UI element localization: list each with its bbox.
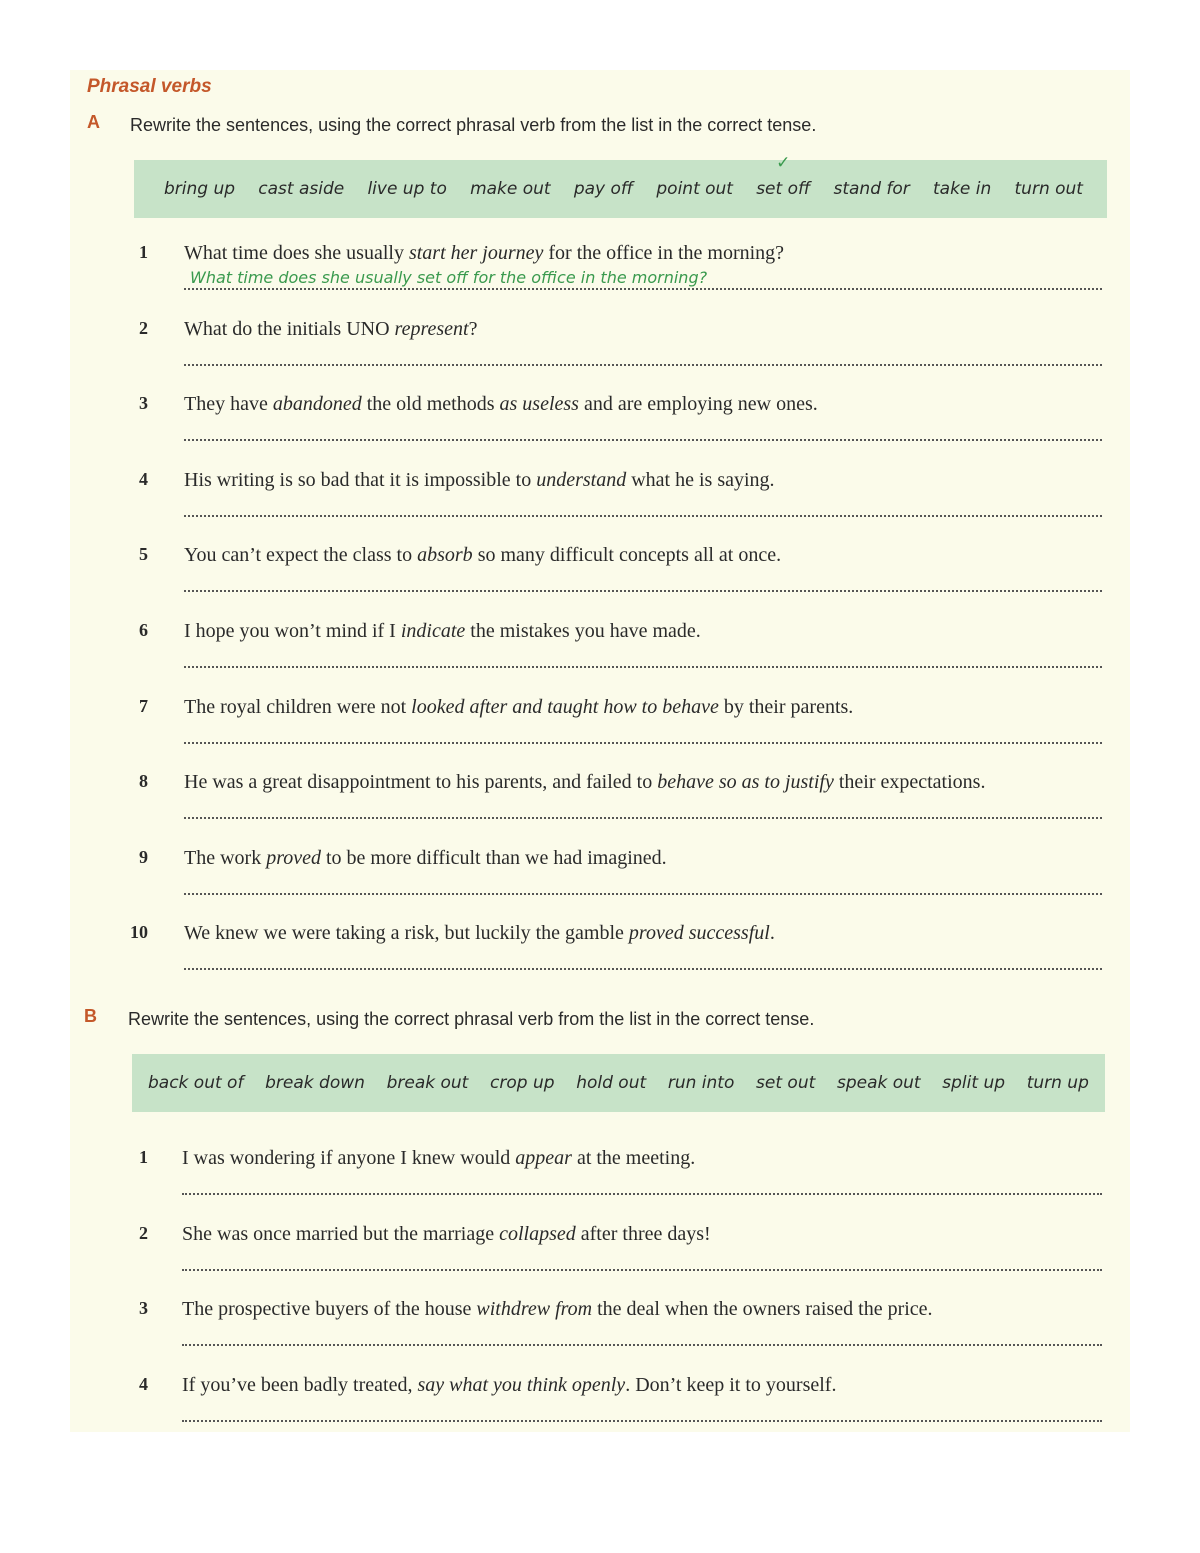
question-text-part: for the office in the morning? bbox=[543, 242, 785, 264]
word-list-item: break down bbox=[265, 1073, 365, 1093]
question-text-part: their expectations. bbox=[833, 771, 986, 794]
answer-text: What time does she usually set off for the office in the morning? bbox=[190, 268, 708, 287]
word-list-item: stand for bbox=[833, 179, 910, 199]
question-target-phrase: understand bbox=[536, 468, 627, 491]
word-list-item: pay off bbox=[573, 179, 634, 199]
word-list-item: hold out bbox=[576, 1073, 647, 1093]
section-a-instruction: Rewrite the sentences, using the correct phrasal verb from the list in the correct tense. bbox=[130, 115, 817, 135]
answer-line[interactable] bbox=[182, 1420, 1102, 1422]
word-list-item-label: set off bbox=[756, 179, 811, 199]
question-target-phrase: say what you think openly bbox=[417, 1373, 626, 1396]
question-number: 1 bbox=[139, 242, 148, 262]
question-text-part: . Don’t keep it to yourself. bbox=[625, 1373, 837, 1396]
question-text-part: She was once married but the marriage bbox=[182, 1222, 500, 1245]
question-text bbox=[184, 242, 784, 265]
question-target-phrase: withdrew from bbox=[476, 1298, 593, 1321]
question-target-phrase: looked after and taught how to behave bbox=[411, 695, 719, 718]
answer-line[interactable] bbox=[184, 742, 1102, 744]
question-number: 4 bbox=[139, 1373, 148, 1394]
question-number: 3 bbox=[139, 1298, 148, 1319]
word-list-item: crop up bbox=[490, 1073, 555, 1093]
word-list-item: point out bbox=[656, 179, 733, 199]
question-text-part: the mistakes you have made. bbox=[465, 620, 701, 642]
question-text bbox=[182, 1298, 933, 1321]
question-text-part: We knew we were taking a risk, but luckily the gamble bbox=[184, 922, 629, 945]
question-target-phrase: represent bbox=[394, 317, 469, 340]
question-text-part: The prospective buyers of the house bbox=[182, 1298, 477, 1321]
question-row bbox=[70, 1292, 1130, 1362]
question-text bbox=[184, 318, 477, 341]
question-text bbox=[182, 1374, 836, 1397]
worksheet-page bbox=[70, 70, 1130, 1432]
page-title: Phrasal verbs bbox=[87, 76, 212, 97]
question-text-part: The royal children were not bbox=[184, 695, 412, 718]
question-text-part: What do the initials UNO bbox=[184, 317, 395, 340]
question-number: 2 bbox=[139, 317, 148, 338]
question-row bbox=[70, 312, 1130, 382]
question-row bbox=[70, 1141, 1130, 1211]
question-target-phrase: collapsed bbox=[499, 1222, 576, 1245]
word-list-item: turn up bbox=[1026, 1073, 1089, 1093]
question-number: 1 bbox=[139, 1147, 148, 1167]
question-row bbox=[70, 916, 1130, 986]
question-text bbox=[184, 696, 853, 719]
question-row bbox=[70, 1217, 1130, 1287]
question-text-part: the old methods bbox=[361, 393, 500, 416]
question-row bbox=[70, 614, 1130, 684]
question-row bbox=[70, 1368, 1130, 1438]
answer-line[interactable] bbox=[184, 590, 1102, 592]
question-row bbox=[70, 463, 1130, 533]
question-text bbox=[184, 922, 775, 945]
answer-line[interactable] bbox=[184, 364, 1102, 366]
question-text-part: They have bbox=[184, 393, 273, 416]
answer-line[interactable] bbox=[184, 515, 1102, 517]
word-list-item: run into bbox=[667, 1073, 735, 1093]
answer-line[interactable] bbox=[182, 1269, 1102, 1271]
question-text-part: at the meeting. bbox=[571, 1147, 696, 1169]
question-text bbox=[184, 620, 701, 643]
answer-line[interactable] bbox=[184, 288, 1102, 290]
word-list-item: turn out bbox=[1014, 179, 1083, 199]
answer-line[interactable] bbox=[184, 439, 1102, 441]
answer-line[interactable] bbox=[184, 968, 1102, 970]
word-list-item: break out bbox=[386, 1073, 469, 1093]
question-text-part: His writing is so bad that it is impossible to bbox=[184, 468, 537, 491]
question-target-phrase: start her journey bbox=[408, 242, 544, 264]
question-number: 4 bbox=[139, 468, 148, 489]
question-text-part: and are employing new ones. bbox=[578, 393, 818, 416]
word-list-item: set out bbox=[756, 1073, 816, 1093]
question-text-part: He was a great disappointment to his parents, and failed to bbox=[184, 771, 658, 794]
word-list-item-set-off bbox=[756, 153, 811, 199]
question-text-part: What time does she usually bbox=[184, 242, 409, 264]
answer-line[interactable] bbox=[184, 893, 1102, 895]
section-a-word-list bbox=[134, 153, 1107, 218]
question-number: 10 bbox=[130, 922, 148, 943]
question-text-part: . bbox=[769, 922, 775, 945]
question-row bbox=[70, 236, 1130, 306]
question-text-part: ? bbox=[468, 317, 478, 340]
question-text-part: The work bbox=[184, 846, 267, 869]
question-text bbox=[184, 469, 775, 492]
word-list-item: speak out bbox=[836, 1073, 921, 1093]
word-list-item: take in bbox=[933, 179, 992, 199]
question-text bbox=[184, 393, 818, 416]
question-number: 2 bbox=[139, 1222, 148, 1243]
question-text bbox=[184, 771, 985, 794]
question-target-phrase: as useless bbox=[499, 393, 579, 416]
word-list-item: split up bbox=[942, 1073, 1006, 1093]
question-text-part: If you’ve been badly treated, bbox=[182, 1373, 418, 1396]
question-text-part: what he is saying. bbox=[626, 468, 775, 491]
question-number: 3 bbox=[139, 393, 148, 414]
question-number: 6 bbox=[139, 620, 148, 640]
section-b-word-list bbox=[132, 1054, 1105, 1112]
question-number: 7 bbox=[139, 695, 148, 716]
answer-line[interactable] bbox=[184, 817, 1102, 819]
question-target-phrase: indicate bbox=[400, 620, 466, 642]
question-text-part: You can’t expect the class to bbox=[184, 544, 418, 567]
question-text-part: to be more difficult than we had imagined. bbox=[321, 846, 667, 869]
question-text bbox=[182, 1223, 711, 1246]
question-target-phrase: proved bbox=[266, 846, 321, 869]
question-row bbox=[70, 765, 1130, 835]
question-target-phrase: proved successful bbox=[628, 922, 770, 945]
checkmark-icon: ✓ bbox=[776, 153, 791, 173]
question-number: 8 bbox=[139, 771, 148, 792]
question-text bbox=[184, 544, 781, 567]
word-list-item: back out of bbox=[148, 1073, 244, 1093]
word-list-item: bring up bbox=[164, 179, 236, 199]
question-text-part: after three days! bbox=[575, 1222, 711, 1245]
question-text-part: I was wondering if anyone I knew would bbox=[182, 1147, 516, 1169]
question-number: 9 bbox=[139, 846, 148, 867]
question-text-part: by their parents. bbox=[718, 695, 854, 718]
section-b-instruction: Rewrite the sentences, using the correct phrasal verb from the list in the correct tense. bbox=[128, 1009, 815, 1029]
question-text bbox=[182, 1147, 695, 1170]
word-list-item: live up to bbox=[367, 179, 447, 199]
question-row bbox=[70, 841, 1130, 911]
answer-line[interactable] bbox=[182, 1193, 1102, 1195]
question-row bbox=[70, 538, 1130, 608]
question-row bbox=[70, 387, 1130, 457]
word-list-item: make out bbox=[470, 179, 551, 199]
question-text bbox=[184, 847, 667, 870]
question-text-part: so many difficult concepts all at once. bbox=[472, 544, 782, 567]
answer-line[interactable] bbox=[182, 1344, 1102, 1346]
section-b-letter: B bbox=[84, 1006, 97, 1026]
question-target-phrase: appear bbox=[515, 1147, 572, 1169]
question-target-phrase: abandoned bbox=[272, 393, 362, 416]
question-row bbox=[70, 690, 1130, 760]
question-text-part: the deal when the owners raised the price. bbox=[592, 1298, 933, 1321]
question-text-part: I hope you won’t mind if I bbox=[184, 620, 401, 642]
question-target-phrase: absorb bbox=[417, 544, 473, 567]
question-number: 5 bbox=[139, 544, 148, 565]
answer-line[interactable] bbox=[184, 666, 1102, 668]
section-a-letter: A bbox=[87, 112, 100, 132]
question-target-phrase: behave so as to justify bbox=[657, 771, 834, 794]
word-list-item: cast aside bbox=[258, 179, 345, 199]
